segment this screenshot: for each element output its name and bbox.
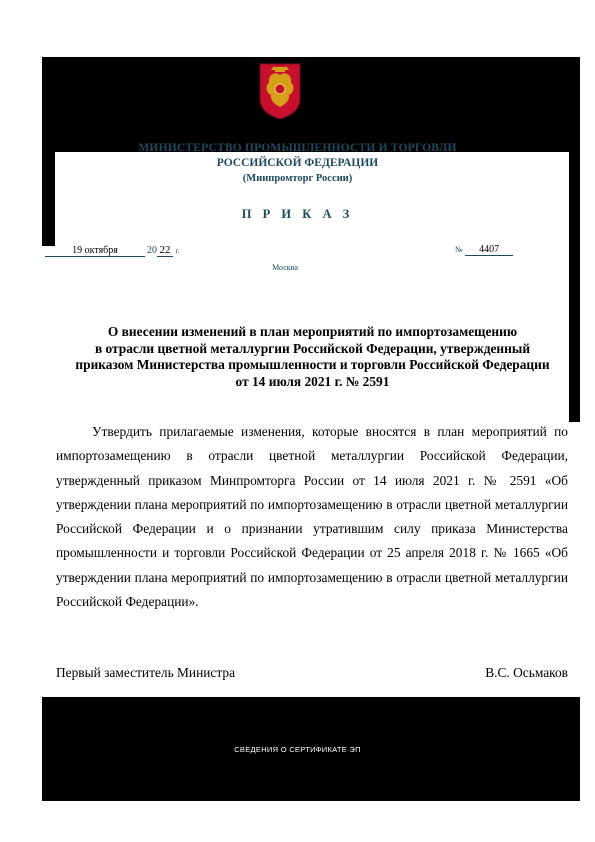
left-black-band	[42, 152, 55, 246]
signature-block	[56, 665, 568, 681]
document-title	[55, 324, 570, 390]
signer-name: В.С. Осьмаков	[485, 665, 568, 680]
title-line1: О внесении изменений в план мероприятий по импортозамещению	[107, 324, 518, 339]
city: Москва	[272, 263, 298, 272]
year-mark: г.	[175, 247, 180, 255]
body-paragraph: Утвердить прилагаемые изменения, которые вносятся в план мероприятий по импортозамещению в отрасли цветной металлургии Российской Федерации, утвержденный приказом Минпромторга России от 14 июля 2021 г. № 2591 «Об утверждении плана мероприятий по импортозамещению в отрасли цветной металлургии Российской Федерации и о признании утратившим силу приказа Министерства промышленности и торговли Российской Федерации от 25 апреля 2018 г. № 1665 «Об утверждении плана мероприятий по импортозамещению в отрасли цветной металлургии Российской Федерации».	[56, 424, 568, 610]
year-suffix: 22	[157, 244, 173, 257]
ministry-name-line1: МИНИСТЕРСТВО ПРОМЫШЛЕННОСТИ И ТОРГОВЛИ	[138, 142, 457, 154]
right-black-band	[569, 57, 580, 422]
order-number	[455, 244, 513, 256]
signer-position: Первый заместитель Министра	[56, 665, 236, 680]
e-signature-certificate-label: СВЕДЕНИЯ О СЕРТИФИКАТЕ ЭП	[234, 745, 361, 754]
ministry-header	[55, 141, 540, 186]
number-sign: №	[455, 245, 463, 254]
title-line4: от 14 июля 2021 г. № 2591	[235, 373, 390, 389]
document-type: П Р И К А З	[241, 207, 354, 221]
document-body	[56, 420, 568, 614]
ministry-short-name: (Минпромторг России)	[242, 173, 353, 184]
year-prefix: 20	[147, 245, 157, 256]
order-number-value: 4407	[465, 244, 513, 256]
title-line2: в отрасли цветной металлургии Российской Федерации, утвержденный	[94, 340, 531, 356]
order-date	[45, 244, 179, 257]
top-black-band	[42, 57, 569, 152]
ministry-name-line2: РОССИЙСКОЙ ФЕДЕРАЦИИ	[216, 157, 379, 169]
coat-of-arms-icon	[257, 61, 303, 121]
title-line3: приказом Министерства промышленности и торговли Российской Федерации	[75, 357, 550, 372]
order-date-value: 19 октября	[45, 245, 145, 257]
